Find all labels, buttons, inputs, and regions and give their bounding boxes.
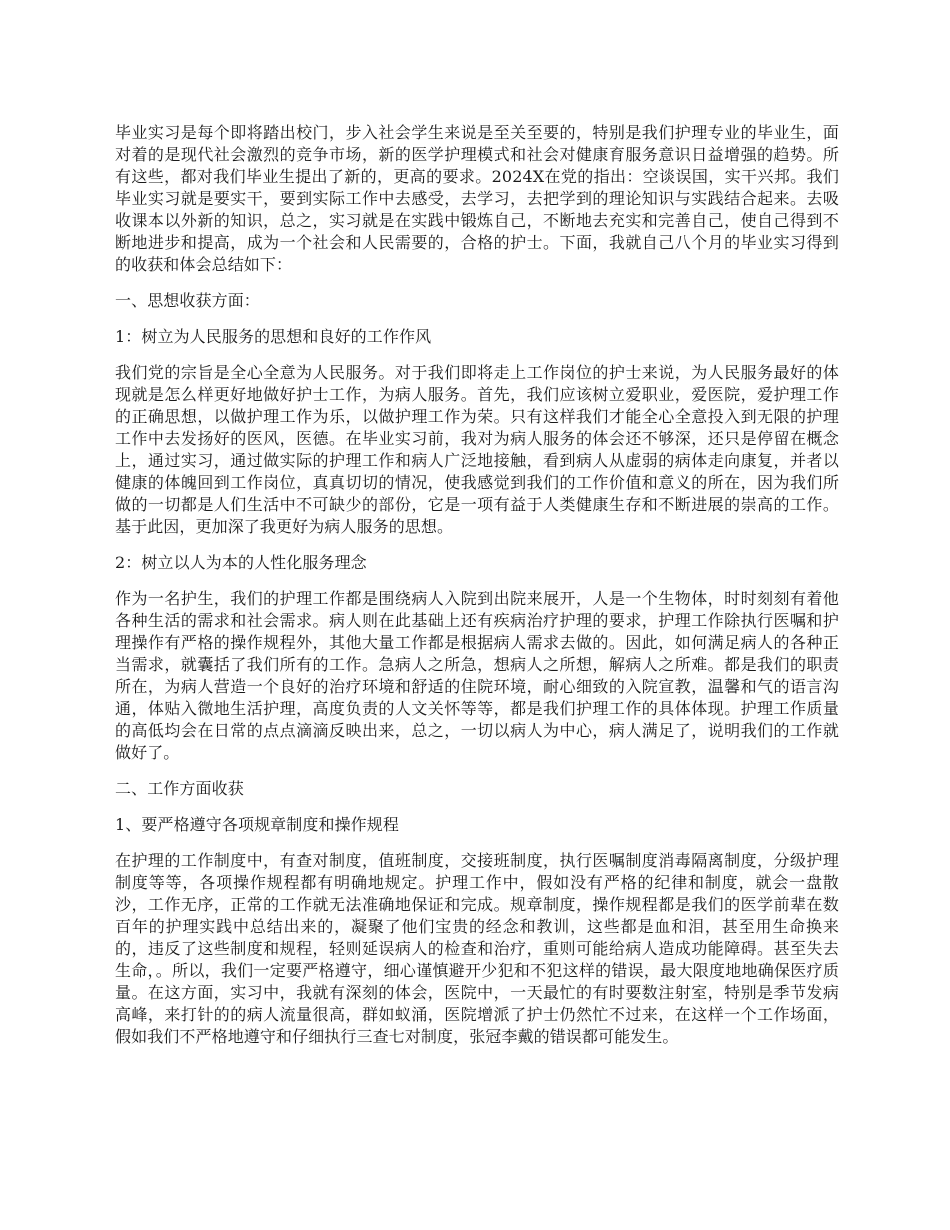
subheading-serve-people: 1：树立为人民服务的思想和良好的工作作风 bbox=[115, 327, 432, 346]
paragraph-people-oriented: 作为一名护生，我们的护理工作都是围绕病人入院到出院来展开，人是一个生物体，时时刻刻有着他各种生活的需求和社会需求。病人则在此基础上还有疾病治疗护理的要求，护理工作除执行医嘱和护理操作有严格的操作规程外，其他大量工作都是根据病人需求去做的。因此，如何满足病人的各种正当需求，就囊括了我们所有的工作。急病人之所急，想病人之所想，解病人之所难。都是我们的职责所在，为病人营造一个良好的治疗环境和舒适的住院环境，耐心细致的入院宣教，温馨和气的语言沟通，体贴入微地生活护理，高度负责的人文关怀等等，都是我们护理工作的具体体现。护理工作质量的高低均会在日常的点点滴滴反映出来，总之，一切以病人为中心，病人满足了，说明我们的工作就做好了。 bbox=[115, 589, 839, 762]
paragraph-rules: 在护理的工作制度中，有查对制度，值班制度，交接班制度，执行医嘱制度消毒隔离制度，分级护理制度等等，各项操作规程都有明确地规定。护理工作中，假如没有严格的纪律和制度，就会一盘散沙，工作无序，正常的工作就无法准确地保证和完成。规章制度，操作规程都是我们的医学前辈在数百年的护理实践中总结出来的，凝聚了他们宝贵的经念和教训，这些都是血和泪，甚至用生命换来的，违反了这些制度和规程，轻则延误病人的检查和治疗，重则可能给病人造成功能障碍。甚至失去生命，。所以，我们一定要严格遵守，细心谨慎避开少犯和不犯这样的错误，最大限度地地确保医疗质量。在这方面，实习中，我就有深刻的体会，医院中，一天最忙的有时要数注射室，特别是季节发病高峰，来打针的的病人流量很高，群如蚁涌，医院增派了护士仍然忙不过来，在这样一个工作场面，假如我们不严格地遵守和仔细执行三查七对制度，张冠李戴的错误都可能发生。 bbox=[115, 851, 839, 1046]
subheading-people-oriented: 2：树立以人为本的人性化服务理念 bbox=[115, 553, 367, 572]
subheading-rules: 1、要严格遵守各项规章制度和操作规程 bbox=[115, 815, 399, 834]
section-heading-work: 二、工作方面收获 bbox=[115, 779, 244, 798]
intro-paragraph: 毕业实习是每个即将踏出校门，步入社会学生来说是至关至要的，特别是我们护理专业的毕业生，面对着的是现代社会激烈的竞争市场，新的医学护理模式和社会对健康育服务意识日益增强的趋势。所有这些，都对我们毕业生提出了新的，更高的要求。2024X在党的指出：空谈误国，实干兴邦。我们毕业实习就是要实干，要到实际工作中去感受，去学习，去把学到的理论知识与实践结合起来。去吸收课本以外新的知识，总之，实习就是在实践中锻炼自己，不断地去充实和完善自己，使自己得到不断地进步和提高，成为一个社会和人民需要的，合格的护士。下面，我就自己八个月的毕业实习得到的收获和体会总结如下： bbox=[115, 123, 839, 274]
paragraph-serve-people: 我们党的宗旨是全心全意为人民服务。对于我们即将走上工作岗位的护士来说，为人民服务最好的体现就是怎么样更好地做好护士工作，为病人服务。首先，我们应该树立爱职业，爱医院，爱护理工作的正确思想，以做护理工作为乐，以做护理工作为荣。只有这样我们才能全心全意投入到无限的护理工作中去发扬好的医风，医德。在毕业实习前，我对为病人服务的体会还不够深，还只是停留在概念上，通过实习，通过做实际的护理工作和病人广泛地接触，看到病人从虚弱的病体走向康复，并者以健康的体魄回到工作岗位，真真切切的情况，使我感觉到我们的工作价值和意义的所在，因为我们所做的一切都是人们生活中不可缺少的部份，它是一项有益于人类健康生存和不断进展的崇高的工作。基于此因，更加深了我更好为病人服务的思想。 bbox=[115, 363, 839, 536]
section-heading-ideology: 一、思想收获方面： bbox=[115, 291, 260, 310]
document-page bbox=[115, 122, 839, 1062]
